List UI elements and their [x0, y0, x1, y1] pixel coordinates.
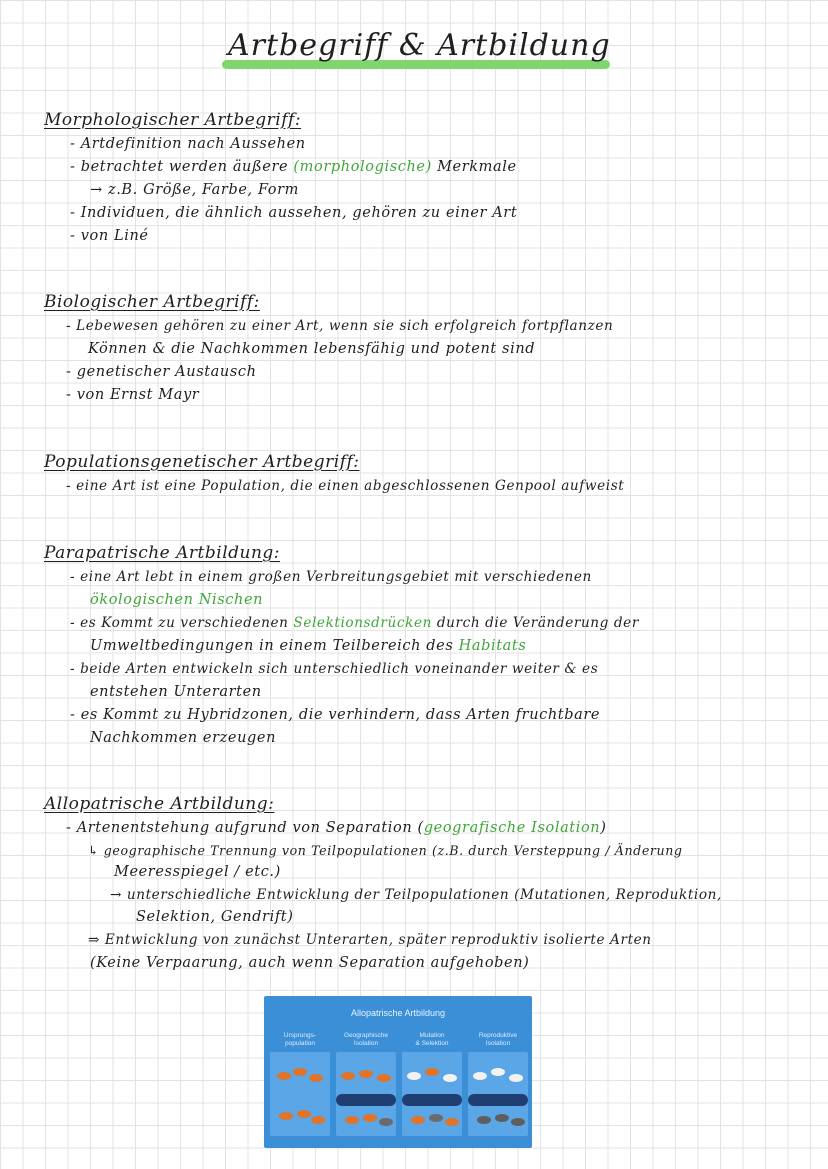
fox-icon — [477, 1116, 491, 1124]
morpho-line-2 — [70, 159, 517, 175]
heading-parapatrische-artbildung: Parapatrische Artbildung: — [44, 543, 281, 563]
fox-icon — [445, 1118, 459, 1126]
para-line-7: - es Kommt zu Hybridzonen, die verhindern, dass Arten fruchtbare — [70, 707, 601, 723]
fox-icon — [279, 1112, 293, 1120]
fox-icon — [379, 1118, 393, 1126]
para-line-2-green: ökologischen Nischen — [90, 592, 264, 608]
fox-icon — [411, 1116, 425, 1124]
figure-col-4-text: Reproduktive Isolation — [478, 1032, 518, 1047]
fox-icons-layer — [264, 996, 532, 1148]
allo-line-2: ↳ geographische Trennung von Teilpopulationen (z.B. durch Versteppung / Änderung — [88, 843, 683, 858]
allopatric-speciation-figure — [264, 996, 532, 1148]
fox-group-origin — [277, 1068, 325, 1124]
para-line-6: entstehen Unterarten — [90, 684, 262, 700]
fox-icon — [509, 1074, 523, 1082]
fox-icon — [377, 1074, 391, 1082]
para-line-4-green: Habitats — [458, 638, 527, 654]
allo-line-7: (Keine Verpaarung, auch wenn Separation aufgehoben) — [90, 955, 530, 971]
fox-icon — [341, 1072, 355, 1080]
fox-icon — [363, 1114, 377, 1122]
para-line-4a: Umweltbedingungen in einem Teilbereich des — [90, 638, 454, 654]
para-line-5: - beide Arten entwickeln sich unterschiedlich voneinander weiter & es — [70, 661, 599, 677]
fox-icon — [277, 1072, 291, 1080]
bio-line-2: Können & die Nachkommen lebensfähig und potent sind — [88, 341, 536, 357]
allo-line-5: Selektion, Gendrift) — [136, 909, 294, 925]
fox-icon — [473, 1072, 487, 1080]
morpho-line-2b: Merkmale — [437, 159, 517, 175]
morpho-line-2-green: (morphologische) — [293, 159, 432, 175]
para-line-1: - eine Art lebt in einem großen Verbreitungsgebiet mit verschiedenen — [70, 569, 592, 585]
fox-icon — [425, 1068, 439, 1076]
page-title: Artbegriff & Artbildung — [228, 28, 611, 63]
allo-line-3: Meeresspiegel / etc.) — [114, 864, 281, 880]
fox-icon — [491, 1068, 505, 1076]
fox-icon — [407, 1072, 421, 1080]
para-line-3a: - es Kommt zu verschiedenen — [70, 615, 289, 631]
bio-line-1: - Lebewesen gehören zu einer Art, wenn sie sich erfolgreich fortpflanzen — [66, 318, 614, 334]
fox-icon — [429, 1114, 443, 1122]
bio-line-4: - von Ernst Mayr — [66, 387, 200, 403]
fox-group-reproductive — [473, 1068, 525, 1126]
allo-line-1b: ) — [600, 820, 607, 836]
heading-allopatrische-artbildung: Allopatrische Artbildung: — [44, 794, 275, 814]
fox-group-mutation — [407, 1068, 459, 1126]
fox-icon — [297, 1110, 311, 1118]
morpho-line-3: → z.B. Größe, Farbe, Form — [90, 182, 300, 198]
figure-col-3-text: Mutation & Selektion — [415, 1032, 449, 1047]
figure-title: Allopatrische Artbildung — [350, 1008, 446, 1018]
heading-biologischer-artbegriff: Biologischer Artbegriff: — [44, 292, 260, 312]
morpho-line-2a: - betrachtet werden äußere — [70, 159, 289, 175]
para-line-8: Nachkommen erzeugen — [90, 730, 277, 746]
morpho-line-4: - Individuen, die ähnlich aussehen, gehören zu einer Art — [70, 205, 518, 221]
allo-line-4: → unterschiedliche Entwicklung der Teilpopulationen (Mutationen, Reproduktion, — [110, 887, 722, 903]
para-line-3b: durch die Veränderung der — [436, 615, 639, 631]
fox-icon — [495, 1114, 509, 1122]
bio-line-3: - genetischer Austausch — [66, 364, 257, 380]
fox-icon — [345, 1116, 359, 1124]
para-line-3 — [70, 615, 639, 631]
morpho-line-5: - von Liné — [70, 228, 149, 244]
figure-col-2-text: Geographische Isolation — [343, 1032, 389, 1047]
fox-icon — [443, 1074, 457, 1082]
fox-icon — [511, 1118, 525, 1126]
fox-group-geo — [341, 1070, 393, 1126]
morpho-line-1: - Artdefinition nach Aussehen — [70, 136, 306, 152]
fox-icon — [293, 1068, 307, 1076]
allo-line-6: ⇒ Entwicklung von zunächst Unterarten, später reproduktiv isolierte Arten — [88, 932, 652, 948]
fox-icon — [311, 1116, 325, 1124]
allo-line-1a: - Artenentstehung aufgrund von Separation ( — [66, 820, 424, 836]
fox-icon — [309, 1074, 323, 1082]
popgen-line-1: - eine Art ist eine Population, die einen abgeschlossenen Genpool aufweist — [66, 478, 625, 494]
allo-line-1-green: geografische Isolation — [423, 820, 601, 836]
fox-icon — [359, 1070, 373, 1078]
title-block — [222, 26, 612, 74]
para-line-4 — [90, 638, 526, 654]
heading-populationsgenetischer-artbegriff: Populationsgenetischer Artbegriff: — [44, 452, 360, 472]
heading-morphologischer-artbegriff: Morphologischer Artbegriff: — [44, 110, 302, 130]
para-line-3-green: Selektionsdrücken — [293, 615, 432, 631]
allo-line-1 — [66, 820, 607, 836]
figure-col-1-text: Ursprungs- population — [283, 1032, 317, 1047]
